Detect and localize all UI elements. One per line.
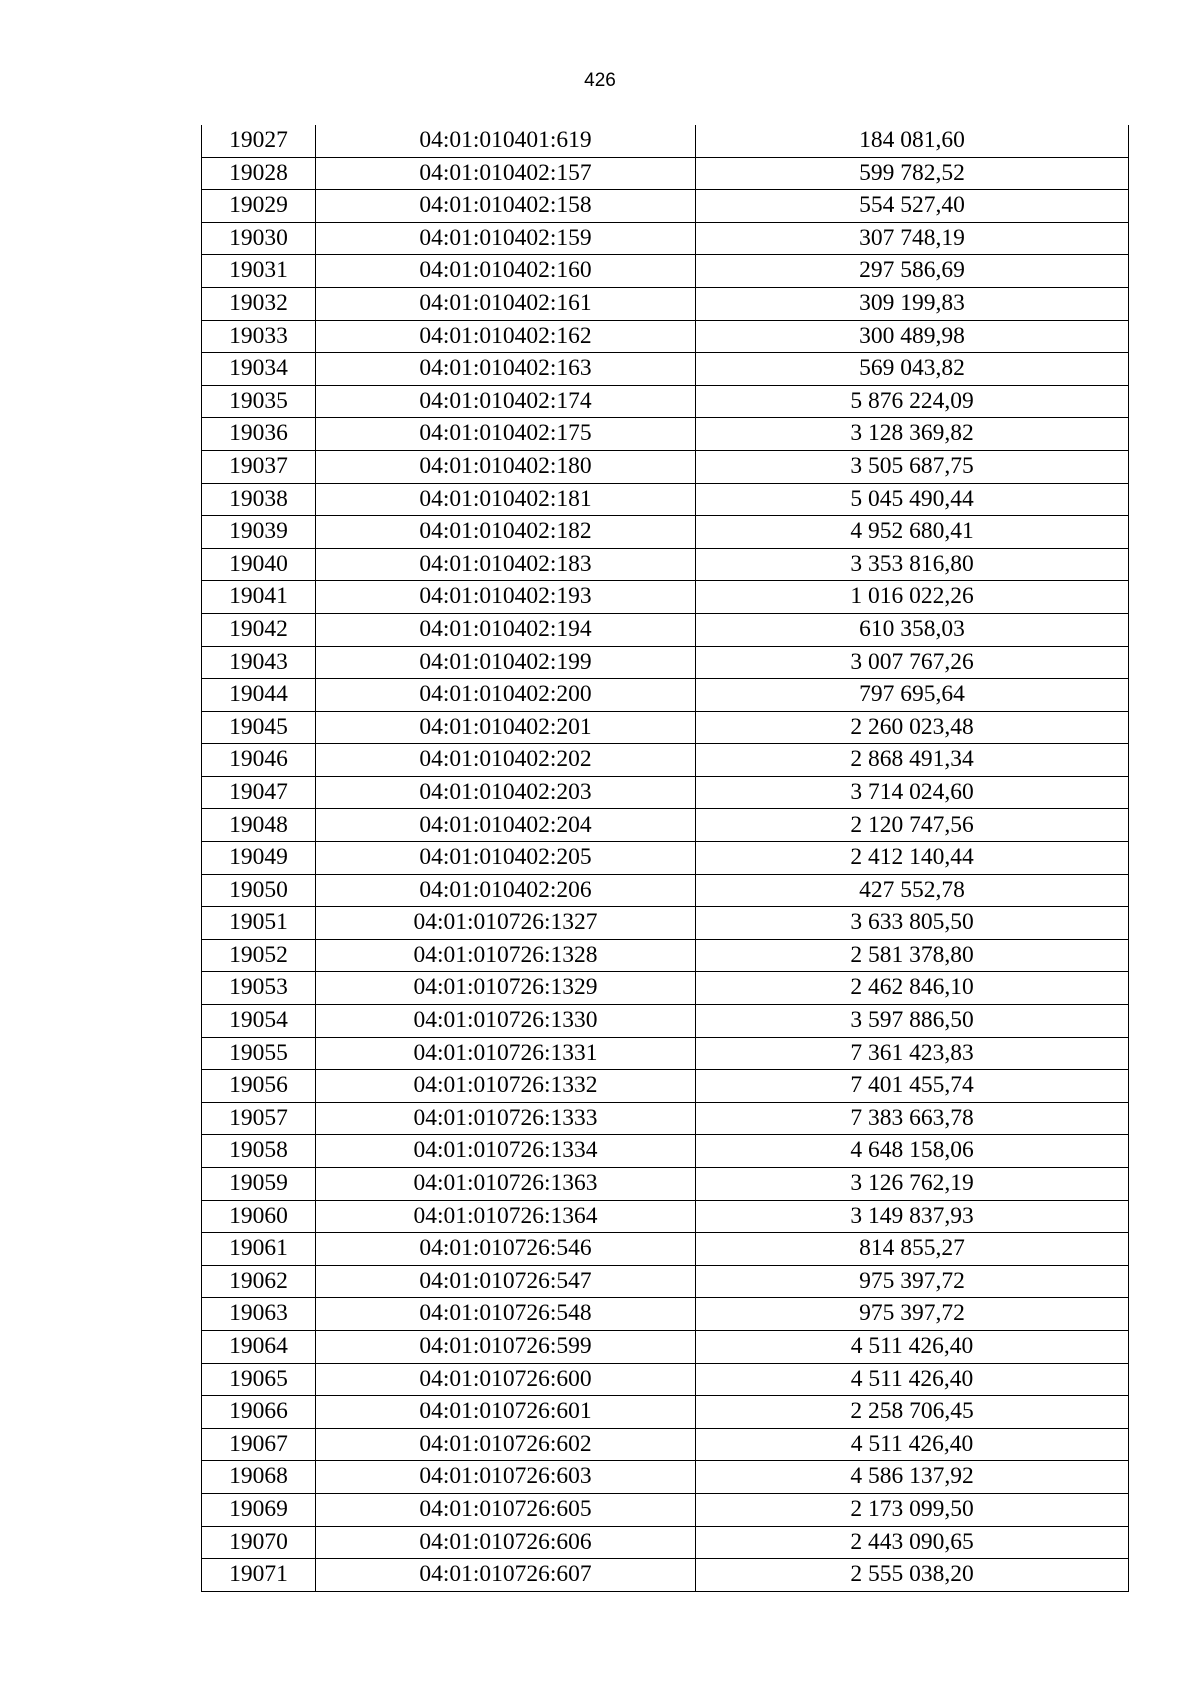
table-row [202,1037,1129,1070]
cadastral-value-cell: 4 952 680,41 [696,516,1129,549]
table-row [202,613,1129,646]
cadastral-value-cell: 610 358,03 [696,613,1129,646]
cadastral-value-cell: 2 258 706,45 [696,1396,1129,1429]
cadastral-number-cell: 04:01:010402:182 [316,516,696,549]
cadastral-value-cell: 3 128 369,82 [696,418,1129,451]
table-row [202,1298,1129,1331]
table-row [202,483,1129,516]
cadastral-value-cell: 300 489,98 [696,320,1129,353]
table-row [202,255,1129,288]
row-number-cell: 19061 [202,1233,316,1266]
row-number-cell: 19032 [202,287,316,320]
table-row [202,1168,1129,1201]
cadastral-value-cell: 2 868 491,34 [696,744,1129,777]
table-row [202,646,1129,679]
row-number-cell: 19070 [202,1526,316,1559]
table-row [202,320,1129,353]
cadastral-number-cell: 04:01:010402:174 [316,385,696,418]
table-row [202,1102,1129,1135]
row-number-cell: 19046 [202,744,316,777]
row-number-cell: 19047 [202,776,316,809]
table-row [202,1265,1129,1298]
cadastral-value-cell: 1 016 022,26 [696,581,1129,614]
row-number-cell: 19062 [202,1265,316,1298]
row-number-cell: 19055 [202,1037,316,1070]
cadastral-value-cell: 3 714 024,60 [696,776,1129,809]
table-row [202,809,1129,842]
cadastral-number-cell: 04:01:010726:546 [316,1233,696,1266]
cadastral-value-cell: 599 782,52 [696,157,1129,190]
cadastral-number-cell: 04:01:010402:160 [316,255,696,288]
table-row [202,190,1129,223]
row-number-cell: 19036 [202,418,316,451]
row-number-cell: 19030 [202,222,316,255]
table-row [202,874,1129,907]
cadastral-value-cell: 2 443 090,65 [696,1526,1129,1559]
row-number-cell: 19053 [202,972,316,1005]
table-row [202,1330,1129,1363]
row-number-cell: 19029 [202,190,316,223]
cadastral-number-cell: 04:01:010726:1329 [316,972,696,1005]
cadastral-value-cell: 7 383 663,78 [696,1102,1129,1135]
cadastral-value-cell: 4 586 137,92 [696,1461,1129,1494]
cadastral-number-cell: 04:01:010402:175 [316,418,696,451]
row-number-cell: 19027 [202,125,316,157]
cadastral-number-cell: 04:01:010726:606 [316,1526,696,1559]
row-number-cell: 19041 [202,581,316,614]
cadastral-number-cell: 04:01:010402:162 [316,320,696,353]
row-number-cell: 19035 [202,385,316,418]
cadastral-number-cell: 04:01:010402:205 [316,842,696,875]
cadastral-number-cell: 04:01:010402:194 [316,613,696,646]
table-row [202,711,1129,744]
cadastral-value-cell: 3 597 886,50 [696,1005,1129,1038]
cadastral-number-cell: 04:01:010402:193 [316,581,696,614]
row-number-cell: 19045 [202,711,316,744]
cadastral-number-cell: 04:01:010726:1332 [316,1070,696,1103]
table-row [202,842,1129,875]
cadastral-value-cell: 3 353 816,80 [696,548,1129,581]
table-row [202,1461,1129,1494]
row-number-cell: 19044 [202,679,316,712]
cadastral-value-cell: 3 633 805,50 [696,907,1129,940]
cadastral-value-cell: 554 527,40 [696,190,1129,223]
cadastral-value-cell: 2 120 747,56 [696,809,1129,842]
row-number-cell: 19048 [202,809,316,842]
table-row [202,1396,1129,1429]
row-number-cell: 19066 [202,1396,316,1429]
row-number-cell: 19043 [202,646,316,679]
cadastral-value-cell: 5 876 224,09 [696,385,1129,418]
cadastral-value-cell: 975 397,72 [696,1298,1129,1331]
cadastral-value-cell: 569 043,82 [696,353,1129,386]
cadastral-number-cell: 04:01:010726:1327 [316,907,696,940]
cadastral-value-cell: 4 511 426,40 [696,1428,1129,1461]
row-number-cell: 19052 [202,939,316,972]
table-row [202,1233,1129,1266]
cadastral-number-cell: 04:01:010402:158 [316,190,696,223]
cadastral-value-cell: 4 511 426,40 [696,1330,1129,1363]
table-row [202,679,1129,712]
cadastral-value-cell: 3 007 767,26 [696,646,1129,679]
table-body [202,125,1129,1591]
table-row [202,1428,1129,1461]
cadastral-number-cell: 04:01:010402:200 [316,679,696,712]
row-number-cell: 19028 [202,157,316,190]
table-row [202,1526,1129,1559]
cadastral-number-cell: 04:01:010726:603 [316,1461,696,1494]
cadastral-number-cell: 04:01:010402:204 [316,809,696,842]
cadastral-value-cell: 309 199,83 [696,287,1129,320]
row-number-cell: 19056 [202,1070,316,1103]
table-row [202,1135,1129,1168]
table-row [202,287,1129,320]
row-number-cell: 19038 [202,483,316,516]
cadastral-value-cell: 2 462 846,10 [696,972,1129,1005]
table-row [202,548,1129,581]
cadastral-value-table [201,125,1129,1592]
row-number-cell: 19054 [202,1005,316,1038]
cadastral-number-cell: 04:01:010402:163 [316,353,696,386]
cadastral-number-cell: 04:01:010726:605 [316,1493,696,1526]
row-number-cell: 19031 [202,255,316,288]
row-number-cell: 19039 [202,516,316,549]
table-row [202,776,1129,809]
cadastral-value-cell: 2 260 023,48 [696,711,1129,744]
row-number-cell: 19065 [202,1363,316,1396]
cadastral-value-cell: 2 581 378,80 [696,939,1129,972]
table-row [202,516,1129,549]
cadastral-value-cell: 2 173 099,50 [696,1493,1129,1526]
cadastral-number-cell: 04:01:010726:1364 [316,1200,696,1233]
cadastral-number-cell: 04:01:010726:1328 [316,939,696,972]
cadastral-number-cell: 04:01:010726:548 [316,1298,696,1331]
cadastral-number-cell: 04:01:010401:619 [316,125,696,157]
row-number-cell: 19040 [202,548,316,581]
table-row [202,1070,1129,1103]
row-number-cell: 19068 [202,1461,316,1494]
cadastral-value-cell: 307 748,19 [696,222,1129,255]
row-number-cell: 19051 [202,907,316,940]
row-number-cell: 19037 [202,450,316,483]
cadastral-value-cell: 3 149 837,93 [696,1200,1129,1233]
cadastral-value-cell: 7 361 423,83 [696,1037,1129,1070]
row-number-cell: 19034 [202,353,316,386]
cadastral-value-cell: 427 552,78 [696,874,1129,907]
cadastral-number-cell: 04:01:010726:1330 [316,1005,696,1038]
cadastral-number-cell: 04:01:010402:157 [316,157,696,190]
cadastral-number-cell: 04:01:010402:201 [316,711,696,744]
cadastral-value-cell: 297 586,69 [696,255,1129,288]
row-number-cell: 19071 [202,1559,316,1592]
cadastral-number-cell: 04:01:010726:1363 [316,1168,696,1201]
cadastral-number-cell: 04:01:010402:199 [316,646,696,679]
table-row [202,1493,1129,1526]
row-number-cell: 19064 [202,1330,316,1363]
cadastral-value-cell: 184 081,60 [696,125,1129,157]
table-row [202,450,1129,483]
cadastral-value-cell: 2 555 038,20 [696,1559,1129,1592]
cadastral-number-cell: 04:01:010402:161 [316,287,696,320]
table-row [202,1559,1129,1592]
table-row [202,907,1129,940]
cadastral-number-cell: 04:01:010402:180 [316,450,696,483]
cadastral-number-cell: 04:01:010726:1334 [316,1135,696,1168]
row-number-cell: 19058 [202,1135,316,1168]
cadastral-number-cell: 04:01:010402:203 [316,776,696,809]
table-row [202,418,1129,451]
cadastral-number-cell: 04:01:010726:600 [316,1363,696,1396]
row-number-cell: 19069 [202,1493,316,1526]
cadastral-value-cell: 4 511 426,40 [696,1363,1129,1396]
cadastral-value-cell: 4 648 158,06 [696,1135,1129,1168]
row-number-cell: 19049 [202,842,316,875]
page-number: 426 [584,70,616,91]
cadastral-number-cell: 04:01:010402:183 [316,548,696,581]
cadastral-value-cell: 814 855,27 [696,1233,1129,1266]
cadastral-value-cell: 3 126 762,19 [696,1168,1129,1201]
table-row [202,744,1129,777]
cadastral-number-cell: 04:01:010726:1331 [316,1037,696,1070]
table-row [202,385,1129,418]
row-number-cell: 19050 [202,874,316,907]
cadastral-number-cell: 04:01:010402:202 [316,744,696,777]
cadastral-value-cell: 2 412 140,44 [696,842,1129,875]
table-row [202,972,1129,1005]
table-row [202,1200,1129,1233]
cadastral-value-cell: 3 505 687,75 [696,450,1129,483]
cadastral-number-cell: 04:01:010402:206 [316,874,696,907]
cadastral-value-cell: 797 695,64 [696,679,1129,712]
row-number-cell: 19059 [202,1168,316,1201]
table-row [202,125,1129,157]
cadastral-value-cell: 5 045 490,44 [696,483,1129,516]
cadastral-value-cell: 7 401 455,74 [696,1070,1129,1103]
table-row [202,1005,1129,1038]
cadastral-number-cell: 04:01:010402:159 [316,222,696,255]
cadastral-number-cell: 04:01:010726:601 [316,1396,696,1429]
table-row [202,222,1129,255]
table-row [202,157,1129,190]
row-number-cell: 19060 [202,1200,316,1233]
cadastral-number-cell: 04:01:010726:547 [316,1265,696,1298]
row-number-cell: 19063 [202,1298,316,1331]
row-number-cell: 19042 [202,613,316,646]
table-row [202,581,1129,614]
cadastral-number-cell: 04:01:010726:602 [316,1428,696,1461]
cadastral-number-cell: 04:01:010726:607 [316,1559,696,1592]
cadastral-number-cell: 04:01:010726:1333 [316,1102,696,1135]
cadastral-number-cell: 04:01:010726:599 [316,1330,696,1363]
row-number-cell: 19067 [202,1428,316,1461]
table-row [202,353,1129,386]
row-number-cell: 19033 [202,320,316,353]
cadastral-value-cell: 975 397,72 [696,1265,1129,1298]
cadastral-number-cell: 04:01:010402:181 [316,483,696,516]
row-number-cell: 19057 [202,1102,316,1135]
table-row [202,939,1129,972]
table-row [202,1363,1129,1396]
